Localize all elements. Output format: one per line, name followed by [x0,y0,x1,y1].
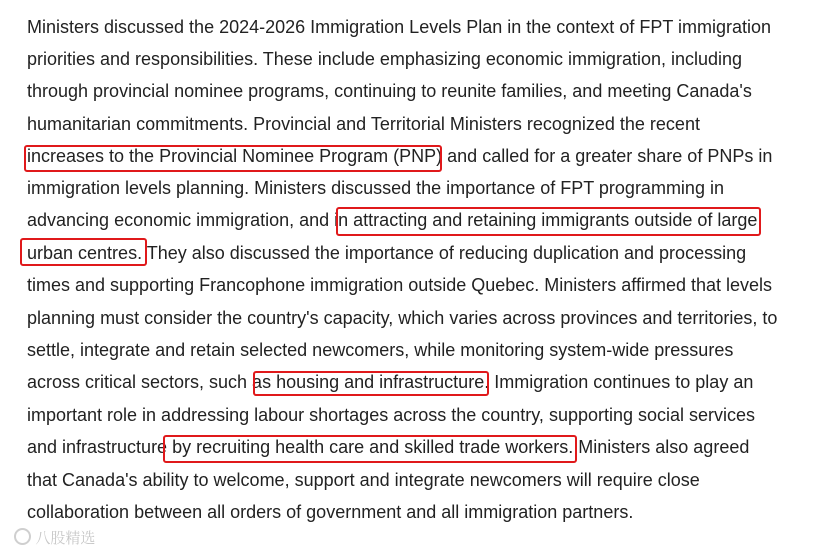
paragraph-line: through provincial nominee programs, continuing to reunite families, and meeting Canada's [27,81,752,101]
paragraph-line: humanitarian commitments. Provincial and Territorial Ministers recognized the recent [27,114,700,134]
paragraph-line: priorities and responsibilities. These include emphasizing economic immigration, including [27,49,743,69]
watermark [6,510,95,548]
highlight-box-housing [253,371,489,396]
paragraph-line: collaboration between all orders of government and all immigration partners. [27,502,634,522]
paragraph-line: times and supporting Francophone immigration outside Quebec. Ministers affirmed that levels [27,275,773,295]
paragraph-line: and infrastructure by recruiting health care and skilled trade workers. Ministers also agreed [27,437,750,457]
watermark-logo-icon [14,528,31,545]
paragraph-line: Ministers discussed the 2024-2026 Immigration Levels Plan in the context of FPT immigration [27,17,772,37]
paragraph-line: across critical sectors, such as housing and infrastructure. Immigration continues to play an [27,372,754,392]
watermark-text: 八股精选 [35,530,96,547]
highlight-box-recruiting-workers [163,435,577,463]
paragraph-line: urban centres. They also discussed the importance of reducing duplication and processing [27,243,747,263]
paragraph-line: that Canada's ability to welcome, support and integrate newcomers will require close [27,470,700,490]
highlight-box-pnp-increase [24,145,442,172]
highlight-box-attracting-immigrants [336,207,761,236]
paragraph-line: advancing economic immigration, and in attracting and retaining immigrants outside of large [27,210,758,230]
highlight-box-urban-centres [20,238,147,266]
paragraph-line: settle, integrate and retain selected newcomers, while monitoring system-wide pressures [27,340,734,360]
paragraph-line: increases to the Provincial Nominee Program (PNP) and called for a greater share of PNPs in [27,146,773,166]
paragraph-line: immigration levels planning. Ministers discussed the importance of FPT programming in [27,178,724,198]
paragraph-line: important role in addressing labour shortages across the country, supporting social services [27,405,756,425]
paragraph-line: planning must consider the country's capacity, which varies across provinces and territories, to [27,308,778,328]
